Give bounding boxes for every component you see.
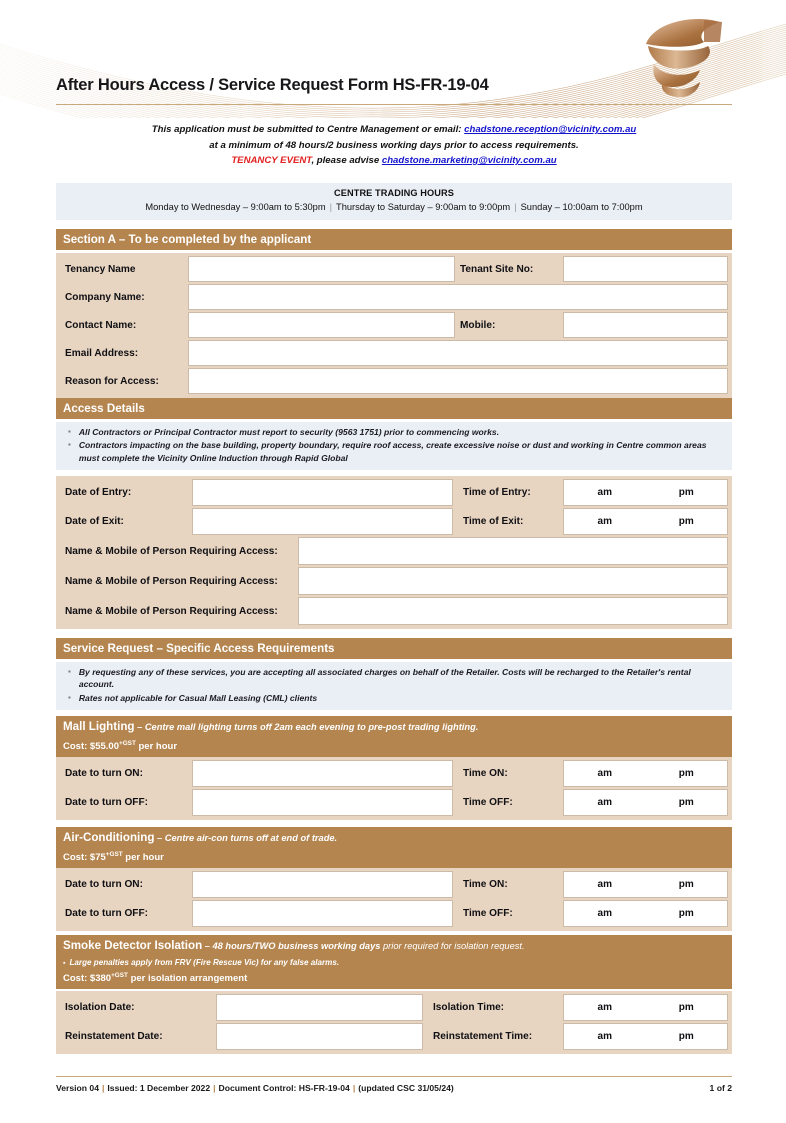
isolation-time-ampm[interactable]: [563, 994, 728, 1021]
service-request-heading: Service Request – Specific Access Requirements: [63, 642, 335, 655]
bullet-icon: ▪: [68, 692, 71, 702]
isolation-pm[interactable]: pm: [678, 1002, 694, 1013]
air-conditioning-off-row: [60, 900, 728, 927]
air-conditioning-time-on-label: Time ON:: [463, 879, 508, 890]
reinstatement-pm[interactable]: pm: [678, 1031, 694, 1042]
mall-lighting-on-row: [60, 760, 728, 787]
air-conditioning-fields: [56, 868, 732, 931]
centre-trading-hours-panel: [56, 183, 732, 220]
smoke-detector-heading-rest: prior required for isolation request.: [380, 941, 525, 951]
person-access-input-3[interactable]: [298, 597, 728, 625]
smoke-detector-cost-amount: $380: [89, 973, 112, 985]
smoke-detector-cost: [56, 970, 732, 989]
time-of-entry-pm[interactable]: pm: [678, 487, 694, 498]
access-note-1-text: All Contractors or Principal Contractor must report to security (9563 1751) prior to commencing works.: [78, 427, 500, 437]
mall-lighting-off-pm[interactable]: pm: [678, 797, 694, 808]
mall-lighting-fields: [56, 757, 732, 820]
trading-hours-mon-wed: Monday to Wednesday – 9:00am to 5:30pm: [145, 202, 326, 212]
intro-line-1: [56, 122, 732, 138]
date-of-exit-row: [60, 508, 728, 535]
footer-doc-control: Document Control: HS-FR-19-04: [218, 1083, 350, 1093]
time-of-exit-pm[interactable]: pm: [678, 516, 694, 527]
person-access-label-3: Name & Mobile of Person Requiring Access:: [65, 605, 278, 617]
mall-lighting-date-on-label: Date to turn ON:: [65, 768, 143, 779]
date-of-exit-input[interactable]: [192, 508, 453, 535]
isolation-time-label: Isolation Time:: [433, 1002, 505, 1013]
mall-lighting-date-off-input[interactable]: [192, 789, 453, 816]
mall-lighting-heading: [56, 716, 732, 738]
footer-updated: (updated CSC 31/05/24): [358, 1083, 454, 1093]
access-details-notes: [56, 422, 732, 470]
date-of-exit-label: Date of Exit:: [65, 516, 124, 527]
mall-lighting-off-row: [60, 789, 728, 816]
footer-issued: Issued: 1 December 2022: [107, 1083, 211, 1093]
footer-page-number: 1 of 2: [709, 1083, 732, 1093]
email-address-row: [60, 340, 728, 366]
air-conditioning-time-off-label: Time OFF:: [463, 908, 513, 919]
person-access-row-2: [60, 567, 728, 595]
air-conditioning-on-am[interactable]: am: [597, 879, 612, 890]
air-conditioning-time-on-ampm[interactable]: [563, 871, 728, 898]
air-conditioning-date-off-label: Date to turn OFF:: [65, 908, 148, 919]
mall-lighting-header: [56, 716, 732, 757]
mall-lighting-date-off-label: Date to turn OFF:: [65, 797, 148, 808]
bullet-icon: ▪: [68, 667, 71, 676]
mall-lighting-cost: [56, 738, 732, 757]
access-note-2-text: Contractors impacting on the base building, property boundary, require roof access, create excessive noise or dust and working in Centre common areas must complete the Vicinity Online Induction through Rapid Global: [78, 440, 707, 463]
reinstatement-row: [60, 1023, 728, 1050]
reception-email-link[interactable]: chadstone.reception@vicinity.com.au: [464, 124, 637, 135]
access-note-1: [68, 426, 720, 438]
air-conditioning-cost-amount: $75: [89, 852, 106, 864]
trading-hours-thu-sat: Thursday to Saturday – 9:00am to 9:00pm: [336, 202, 511, 212]
contact-name-label: Contact Name:: [65, 319, 137, 331]
access-details-datetime-fields: [56, 476, 732, 629]
time-of-entry-am[interactable]: am: [597, 487, 612, 498]
isolation-date-input[interactable]: [216, 994, 423, 1021]
smoke-detector-cost-unit: per isolation arrangement: [130, 973, 248, 985]
smoke-detector-fields: [56, 991, 732, 1054]
bullet-icon: ▪: [68, 440, 71, 450]
reinstatement-date-label: Reinstatement Date:: [65, 1031, 163, 1042]
mall-lighting-on-pm[interactable]: pm: [678, 768, 694, 779]
mall-lighting-time-on-label: Time ON:: [463, 768, 508, 779]
trading-hours-list: [56, 200, 732, 214]
service-request-header: [56, 638, 732, 659]
reason-for-access-row: [60, 368, 728, 394]
section-a-fields: [56, 253, 732, 398]
mall-lighting-heading-bold: Mall Lighting: [63, 720, 135, 733]
air-conditioning-on-row: [60, 871, 728, 898]
email-address-label: Email Address:: [65, 347, 139, 359]
intro-line-2: at a minimum of 48 hours/2 business working days prior to access requirements.: [209, 139, 579, 151]
intro-line-1-text: This application must be submitted to Centre Management or email:: [151, 124, 462, 135]
marketing-email-link[interactable]: chadstone.marketing@vicinity.com.au: [381, 155, 557, 166]
section-a-heading: Section A – To be completed by the applicant: [63, 233, 312, 246]
trading-sep-2: |: [514, 202, 517, 212]
date-of-entry-label: Date of Entry:: [65, 487, 132, 498]
tenant-site-no-label: Tenant Site No:: [460, 263, 534, 275]
mall-lighting-cost-gst: +GST: [118, 740, 136, 747]
air-conditioning-cost-label: Cost:: [63, 852, 88, 864]
air-conditioning-date-off-input[interactable]: [192, 900, 453, 927]
intro-notice: [56, 122, 732, 169]
date-of-entry-input[interactable]: [192, 479, 453, 506]
time-of-exit-label: Time of Exit:: [463, 516, 524, 527]
footer-meta: [56, 1083, 454, 1093]
mall-lighting-cost-unit: per hour: [138, 741, 178, 753]
tenant-site-no-input[interactable]: [563, 256, 728, 282]
tenancy-name-row: [60, 256, 728, 282]
air-conditioning-heading: [56, 827, 732, 849]
reinstatement-time-label: Reinstatement Time:: [433, 1031, 533, 1042]
reinstatement-time-ampm[interactable]: [563, 1023, 728, 1050]
footer-sep-1: |: [102, 1083, 105, 1093]
person-access-input-1[interactable]: [298, 537, 728, 565]
air-conditioning-heading-bold: Air-Conditioning: [63, 831, 155, 844]
mall-lighting-cost-label: Cost:: [63, 741, 88, 753]
page-footer: [56, 1083, 732, 1093]
mall-lighting-date-on-input[interactable]: [192, 760, 453, 787]
person-access-input-2[interactable]: [298, 567, 728, 595]
footer-sep-2: |: [213, 1083, 216, 1093]
isolation-date-label: Isolation Date:: [65, 1002, 135, 1013]
mall-lighting-time-off-label: Time OFF:: [463, 797, 513, 808]
person-access-row-1: [60, 537, 728, 565]
section-a-header: [56, 229, 732, 250]
service-note-2: [68, 692, 720, 704]
page-title-block: [56, 76, 676, 95]
air-conditioning-date-on-input[interactable]: [192, 871, 453, 898]
mall-lighting-heading-sub: – Centre mall lighting turns off 2am each evening to pre-post trading lighting.: [134, 722, 479, 732]
time-of-entry-ampm[interactable]: [563, 479, 728, 506]
access-details-heading: Access Details: [63, 402, 145, 415]
reason-for-access-label: Reason for Access:: [65, 375, 159, 387]
company-name-input[interactable]: [188, 284, 728, 310]
tenancy-event-label: TENANCY EVENT: [231, 155, 312, 166]
isolation-row: [60, 994, 728, 1021]
air-conditioning-heading-sub: – Centre air-con turns off at end of trade.: [154, 833, 338, 843]
intro-line-3: [56, 153, 732, 169]
contact-name-row: [60, 312, 728, 338]
email-address-input[interactable]: [188, 340, 728, 366]
smoke-detector-heading-em: – 48 hours/TWO business working days: [202, 941, 381, 951]
air-conditioning-on-pm[interactable]: pm: [678, 879, 694, 890]
smoke-detector-heading-bold: Smoke Detector Isolation: [63, 939, 203, 952]
page-title: After Hours Access / Service Request Form HS-FR-19-04: [56, 76, 489, 94]
smoke-detector-penalty-note: [56, 957, 732, 970]
time-of-entry-label: Time of Entry:: [463, 487, 531, 498]
smoke-detector-cost-gst: +GST: [111, 972, 128, 979]
air-conditioning-off-am[interactable]: am: [597, 908, 612, 919]
mobile-label: Mobile:: [460, 319, 496, 331]
company-name-row: [60, 284, 728, 310]
footer-divider: [56, 1076, 732, 1077]
trading-hours-title: CENTRE TRADING HOURS: [334, 188, 454, 198]
air-conditioning-header: [56, 827, 732, 868]
mobile-input[interactable]: [563, 312, 728, 338]
smoke-detector-header: [56, 935, 732, 989]
trading-hours-sun: Sunday – 10:00am to 7:00pm: [520, 202, 643, 212]
air-conditioning-cost: [56, 849, 732, 868]
footer-sep-3: |: [352, 1083, 356, 1093]
mall-lighting-time-off-ampm[interactable]: [563, 789, 728, 816]
tenancy-name-input[interactable]: [188, 256, 455, 282]
mall-lighting-cost-amount: $55.00: [89, 741, 119, 753]
smoke-detector-penalty-text: Large penalties apply from FRV (Fire Rescue Vic) for any false alarms.: [69, 958, 340, 967]
person-access-row-3: [60, 597, 728, 625]
reinstatement-am[interactable]: am: [597, 1031, 612, 1042]
air-conditioning-date-on-label: Date to turn ON:: [65, 879, 143, 890]
footer-version: Version 04: [56, 1083, 99, 1093]
access-note-2: [68, 439, 720, 464]
service-request-notes: [56, 662, 732, 710]
person-access-label-1: Name & Mobile of Person Requiring Access:: [65, 545, 278, 557]
access-details-header: [56, 398, 732, 419]
air-conditioning-off-pm[interactable]: pm: [678, 908, 694, 919]
date-of-entry-row: [60, 479, 728, 506]
bullet-icon: ▪: [68, 427, 71, 436]
air-conditioning-cost-gst: +GST: [105, 851, 123, 858]
title-divider: [56, 104, 732, 105]
person-access-label-2: Name & Mobile of Person Requiring Access:: [65, 575, 278, 587]
mall-lighting-off-am[interactable]: am: [597, 797, 612, 808]
mall-lighting-time-on-ampm[interactable]: [563, 760, 728, 787]
air-conditioning-cost-unit: per hour: [125, 852, 164, 864]
time-of-exit-am[interactable]: am: [597, 516, 612, 527]
smoke-detector-heading: [56, 935, 732, 957]
trading-sep-1: |: [329, 202, 333, 212]
service-note-1: [68, 666, 720, 691]
service-note-1-text: By requesting any of these services, you are accepting all associated charges on behalf of the Retailer. Costs will be recharged to the Retailer's rental account.: [78, 667, 691, 690]
intro-line-3-mid: , please advise: [311, 155, 380, 166]
tenancy-name-label: Tenancy Name: [65, 263, 136, 275]
contact-name-input[interactable]: [188, 312, 455, 338]
reinstatement-date-input[interactable]: [216, 1023, 423, 1050]
isolation-am[interactable]: am: [597, 1002, 612, 1013]
company-name-label: Company Name:: [65, 291, 145, 303]
reason-for-access-input[interactable]: [188, 368, 728, 394]
air-conditioning-time-off-ampm[interactable]: [563, 900, 728, 927]
mall-lighting-on-am[interactable]: am: [597, 768, 612, 779]
time-of-exit-ampm[interactable]: [563, 508, 728, 535]
smoke-detector-cost-label: Cost:: [63, 973, 88, 985]
service-note-2-text: Rates not applicable for Casual Mall Leasing (CML) clients: [78, 692, 318, 703]
bullet-icon: ▪: [63, 960, 66, 967]
